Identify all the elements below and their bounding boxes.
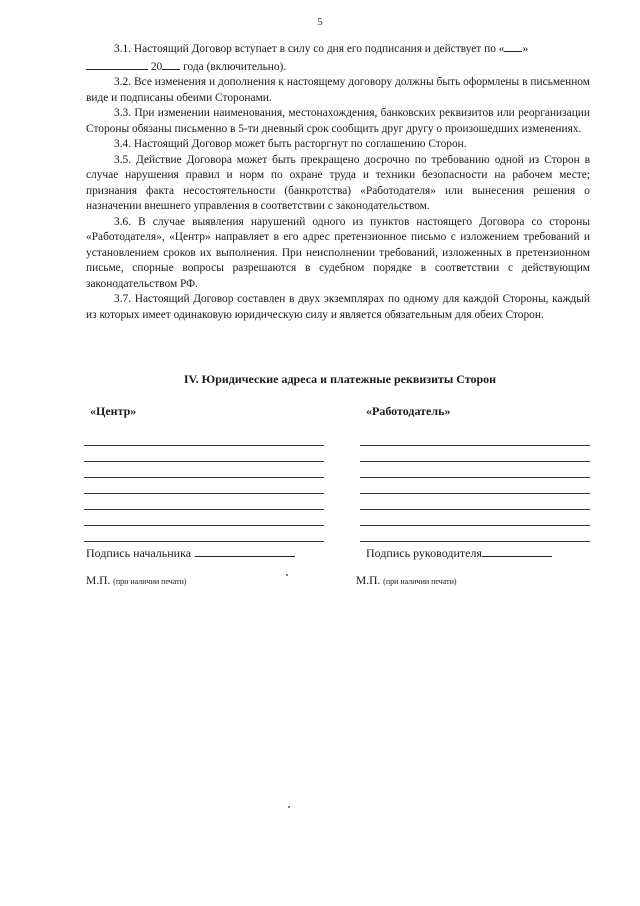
requisites-line bbox=[84, 526, 324, 542]
employer-signature bbox=[366, 544, 552, 561]
requisites-line bbox=[360, 430, 590, 446]
section-title: IV. Юридические адреса и платежные реквизиты Сторон bbox=[183, 372, 497, 386]
clause-3-1-quote-close: » bbox=[522, 43, 529, 55]
day-blank bbox=[504, 40, 522, 52]
clause-3-1-year-prefix: 20 bbox=[150, 60, 163, 73]
seal-label: М.П. bbox=[86, 575, 111, 587]
requisites-line bbox=[84, 446, 324, 462]
requisites-line bbox=[360, 526, 590, 542]
center-signature bbox=[86, 544, 295, 561]
employer-requisites-fields bbox=[360, 430, 590, 542]
center-seal-place bbox=[86, 575, 187, 587]
requisites-line bbox=[360, 478, 590, 494]
clause-3-3: 3.3. При изменении наименования, местонахождения, банковских реквизитов или реорганизации Стороны обязаны письменно в 5-ти дневный срок сообщить друг другу о произошедших изменениях. bbox=[86, 107, 590, 135]
scan-speck bbox=[286, 574, 288, 576]
employer-seal-place bbox=[356, 575, 457, 587]
contract-clauses bbox=[86, 40, 590, 323]
requisites-line bbox=[84, 430, 324, 446]
clause-3-6: 3.6. В случае выявления нарушений одного из пунктов настоящего Договора со стороны «Работодателя», «Центр» направляет в его адрес претензионное письмо с изложением требований и установлением сроков их выполнения. При неисполнении требований, изложенных в претензионном письме, спорные вопросы разрешаются в судебном порядке в соответствии с действующим законодательством РФ. bbox=[86, 215, 590, 290]
party-employer-heading: «Работодатель» bbox=[366, 404, 451, 418]
page-number: 5 bbox=[317, 16, 323, 28]
clause-3-4: 3.4. Настоящий Договор может быть расторгнут по соглашению Сторон. bbox=[114, 138, 467, 150]
requisites-line bbox=[84, 462, 324, 478]
requisites-line bbox=[84, 510, 324, 526]
seal-note: (при наличии печати) bbox=[113, 577, 187, 586]
scan-speck bbox=[288, 806, 290, 808]
party-center-heading: «Центр» bbox=[90, 404, 137, 418]
clause-3-1 bbox=[86, 40, 590, 75]
signature-label: Подпись руководителя bbox=[366, 546, 482, 560]
requisites-line bbox=[360, 494, 590, 510]
seal-note: (при наличии печати) bbox=[383, 577, 457, 586]
clause-3-5: 3.5. Действие Договора может быть прекращено досрочно по требованию одной из Сторон в случае нарушения правил и норм по охране труда и техники безопасности на рабочем месте; признания факта несостоятельности (банкротства) «Работодателя» или вынесения решения о назначении внешнего управления в соответствии с законодательством. bbox=[86, 153, 590, 212]
signature-label: Подпись начальника bbox=[86, 546, 192, 560]
center-requisites-fields bbox=[84, 430, 324, 542]
signature-line bbox=[482, 544, 552, 557]
clause-3-7: 3.7. Настоящий Договор составлен в двух экземплярах по одному для каждой Стороны, каждый из которых имеет одинаковую юридическую силу и является обязательным для обеих Сторон. bbox=[86, 293, 590, 321]
seal-label: М.П. bbox=[356, 575, 381, 587]
signature-line bbox=[195, 544, 295, 557]
requisites-line bbox=[84, 478, 324, 494]
clause-3-2: 3.2. Все изменения и дополнения к настоящему договору должны быть оформлены в письменном виде и подписаны обеими Сторонами. bbox=[86, 76, 590, 104]
clause-3-1-text-start: 3.1. Настоящий Договор вступает в силу со дня его подписания и действует по « bbox=[114, 43, 505, 55]
requisites-line bbox=[360, 446, 590, 462]
requisites-line bbox=[360, 510, 590, 526]
month-blank bbox=[86, 58, 148, 70]
requisites-line bbox=[84, 494, 324, 510]
requisites-line bbox=[360, 462, 590, 478]
year-blank bbox=[162, 58, 180, 70]
clause-3-1-text-end: года (включительно). bbox=[183, 60, 287, 73]
